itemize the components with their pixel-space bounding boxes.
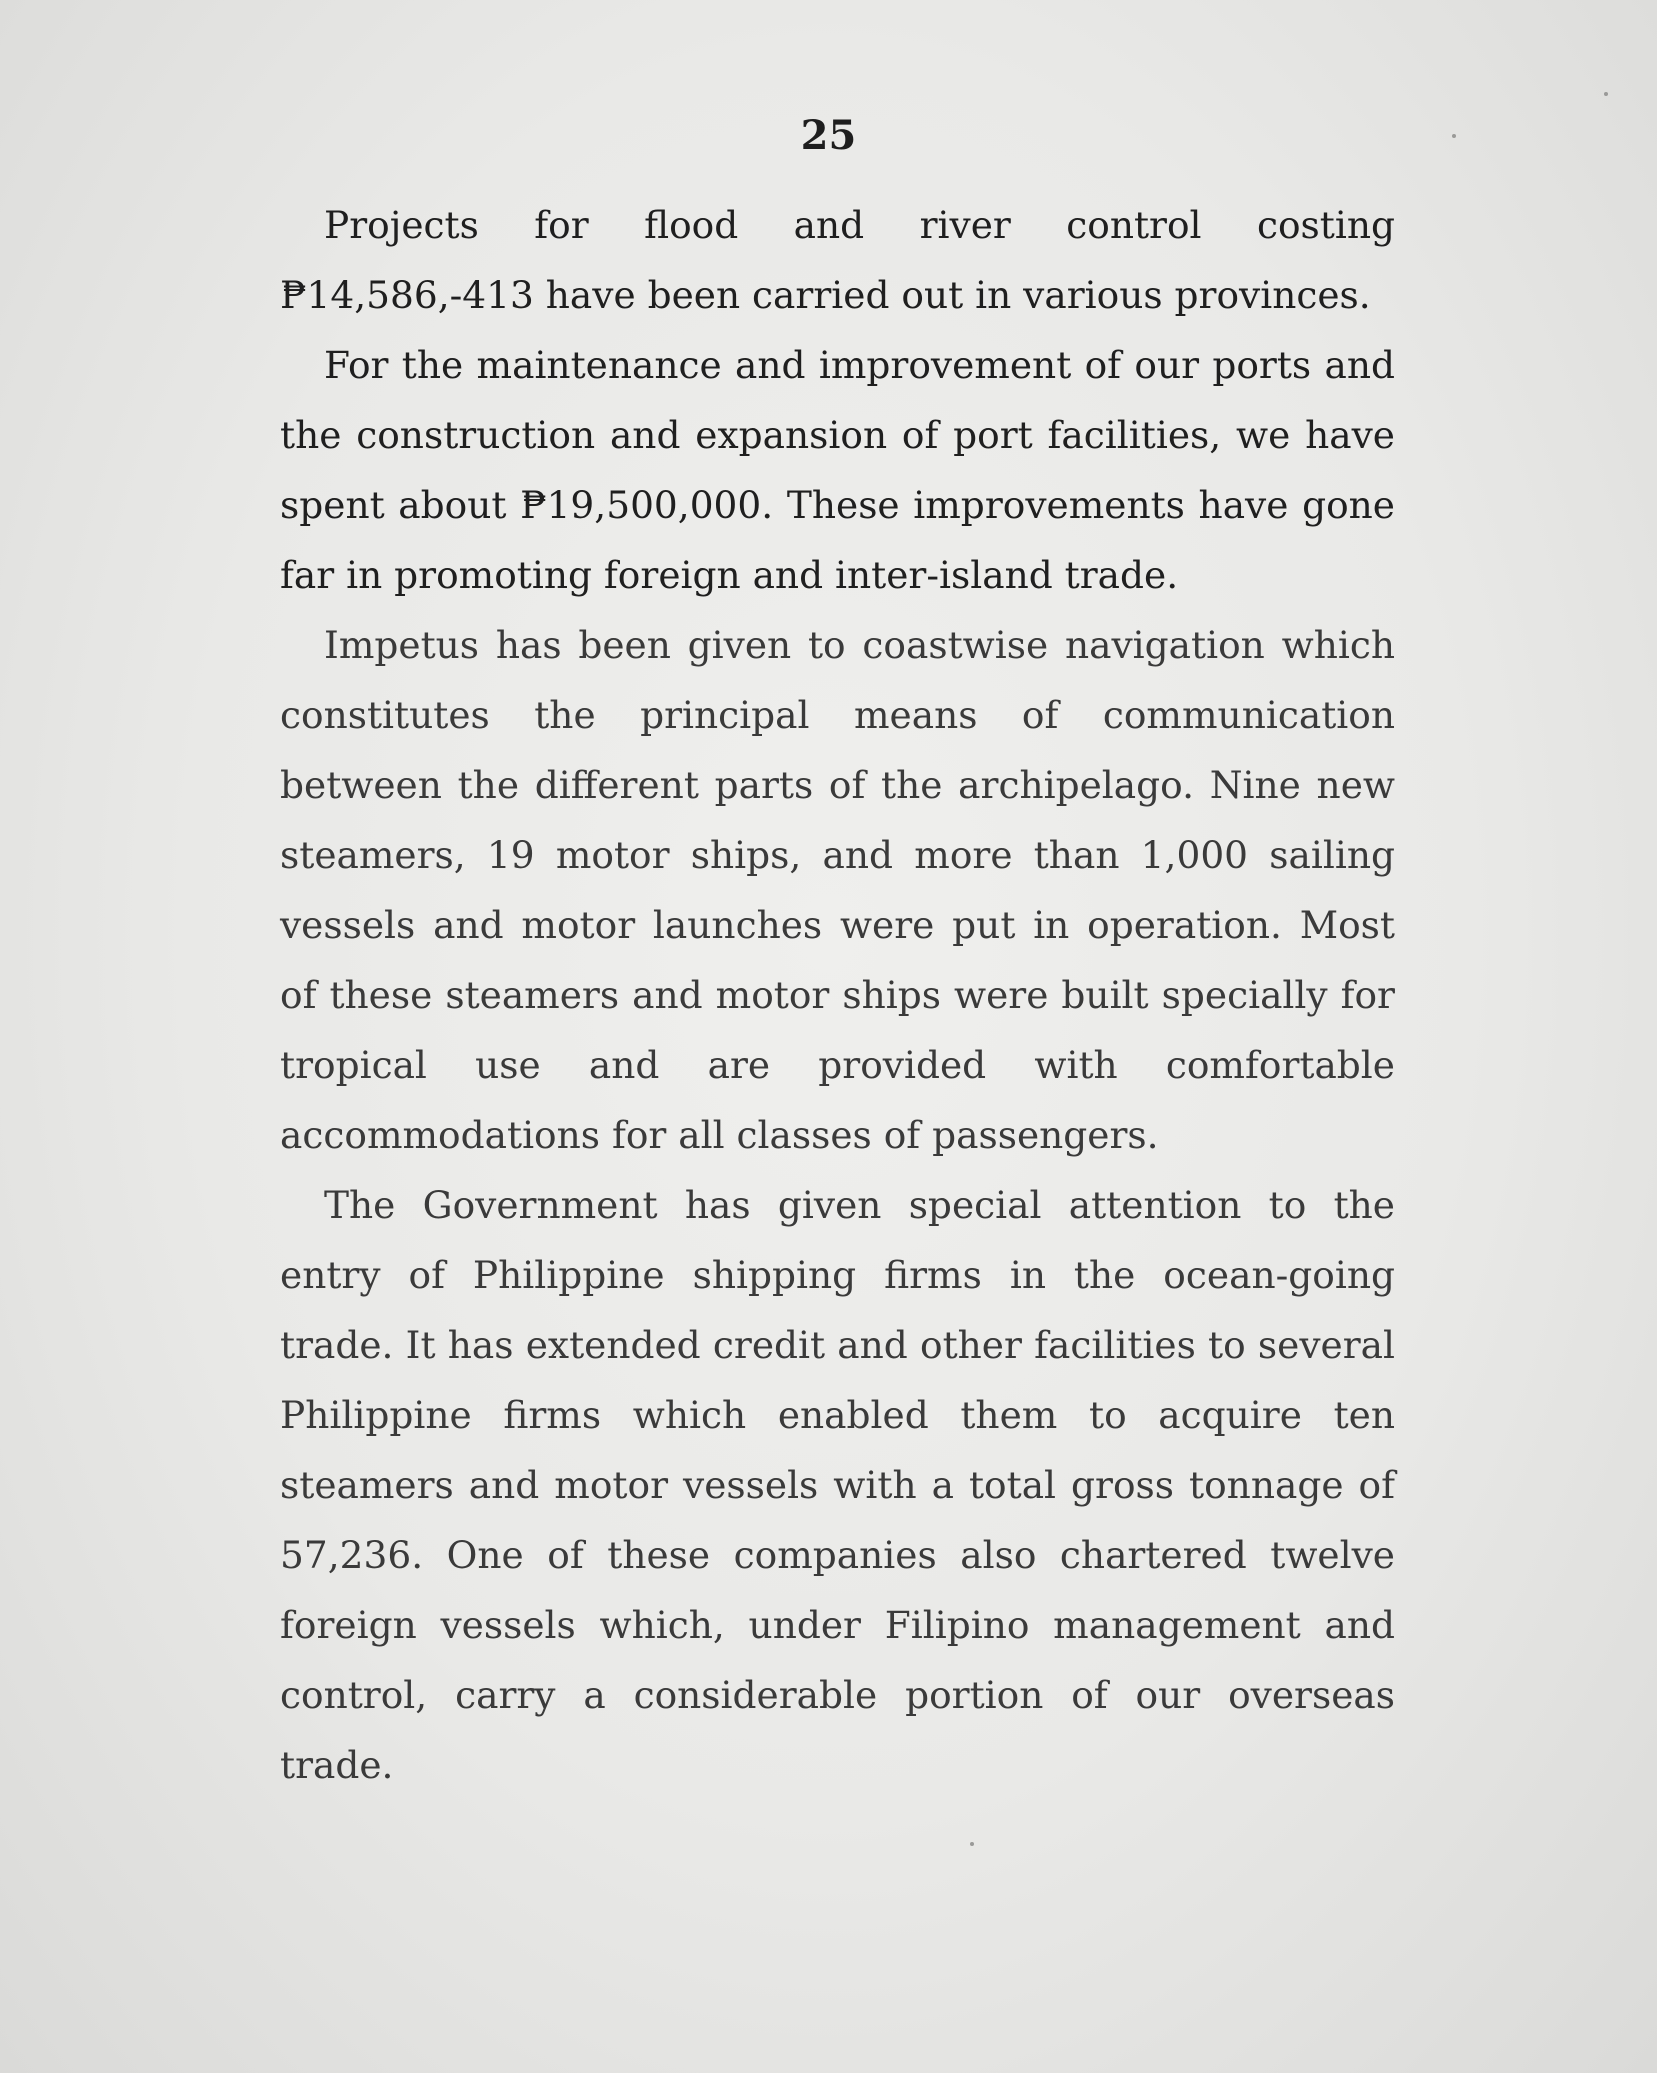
paper-speck xyxy=(1604,92,1608,96)
paragraph-ports: For the maintenance and improvement of our ports and the construction and expansion of port facilities, we have spent about ₱19,500,000. These improvements have gone far in promoting foreign and inter-island trade. xyxy=(280,343,1395,597)
body-text xyxy=(280,190,1395,1800)
paper-speck xyxy=(970,1842,974,1846)
page-number: 25 xyxy=(800,112,857,159)
paragraph-coastwise-navigation: Impetus has been given to coastwise navigation which constitutes the principal means of communication between the different parts of the archipelago. Nine new steamers, 19 motor ships, and more than 1,000 sailing vessels and motor launches were put in operation. Most of these steamers and motor ships were built specially for tropical use and are provided with comfortable accommodations for all classes of passengers. xyxy=(280,623,1395,1157)
paragraph-ocean-shipping: The Government has given special attention to the entry of Philippine shipping firms in the ocean-going trade. It has extended credit and other facilities to several Philippine firms which enabled them to acquire ten steamers and motor vessels with a total gross tonnage of 57,236. One of these companies also chartered twelve foreign vessels which, under Filipino management and control, carry a considerable portion of our overseas trade. xyxy=(280,1183,1395,1787)
paper-speck xyxy=(1452,134,1456,138)
paragraph-flood-control: Projects for flood and river control costing ₱14,586,-413 have been carried out in various provinces. xyxy=(280,203,1395,317)
